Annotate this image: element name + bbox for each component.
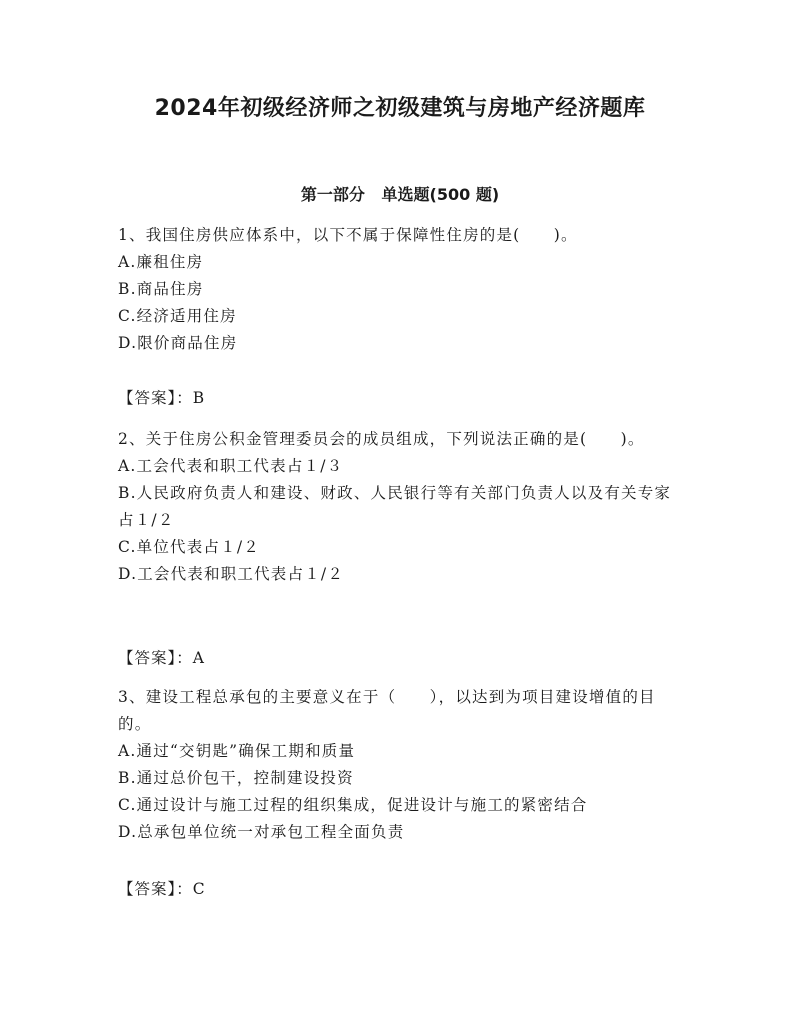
question-3	[118, 684, 684, 846]
document-title: 2024年初级经济师之初级建筑与房地产经济题库	[154, 96, 646, 121]
question-stem: 1、我国住房供应体系中，以下不属于保障性住房的是( )。	[118, 226, 578, 244]
answer-2	[118, 645, 205, 672]
option-d: D.限价商品住房	[118, 334, 238, 352]
option-d: D.总承包单位统一对承包工程全面负责	[118, 823, 405, 841]
question-stem: 2、关于住房公积金管理委员会的成员组成，下列说法正确的是( )。	[118, 430, 645, 448]
answer-value: C	[192, 880, 206, 898]
answer-label: 【答案】：	[118, 649, 193, 667]
option-d: D.工会代表和职工代表占１/２	[118, 565, 345, 583]
answer-label: 【答案】：	[118, 880, 193, 898]
answer-1	[118, 385, 205, 412]
answer-value: A	[192, 649, 205, 667]
option-b: B.通过总价包干，控制建设投资	[118, 769, 354, 787]
option-a: A.通过“交钥匙”确保工期和质量	[118, 742, 356, 760]
option-b: B.商品住房	[118, 280, 204, 298]
option-c: C.单位代表占１/２	[118, 538, 260, 556]
option-c: C.经济适用住房	[118, 307, 237, 325]
option-c: C.通过设计与施工过程的组织集成，促进设计与施工的紧密结合	[118, 796, 588, 814]
answer-value: B	[192, 389, 206, 407]
answer-3	[118, 876, 206, 903]
option-a: A.廉租住房	[118, 253, 204, 271]
option-a: A.工会代表和职工代表占１/３	[118, 457, 344, 475]
question-1	[118, 222, 684, 357]
question-2	[118, 426, 684, 588]
answer-label: 【答案】：	[118, 389, 193, 407]
section-heading: 第一部分 单选题(500 题)	[300, 185, 500, 204]
question-stem: 3、建设工程总承包的主要意义在于（ ），以达到为项目建设增值的目的。	[118, 688, 656, 733]
option-b: B.人民政府负责人和建设、财政、人民银行等有关部门负责人以及有关专家占１/２	[118, 484, 672, 529]
